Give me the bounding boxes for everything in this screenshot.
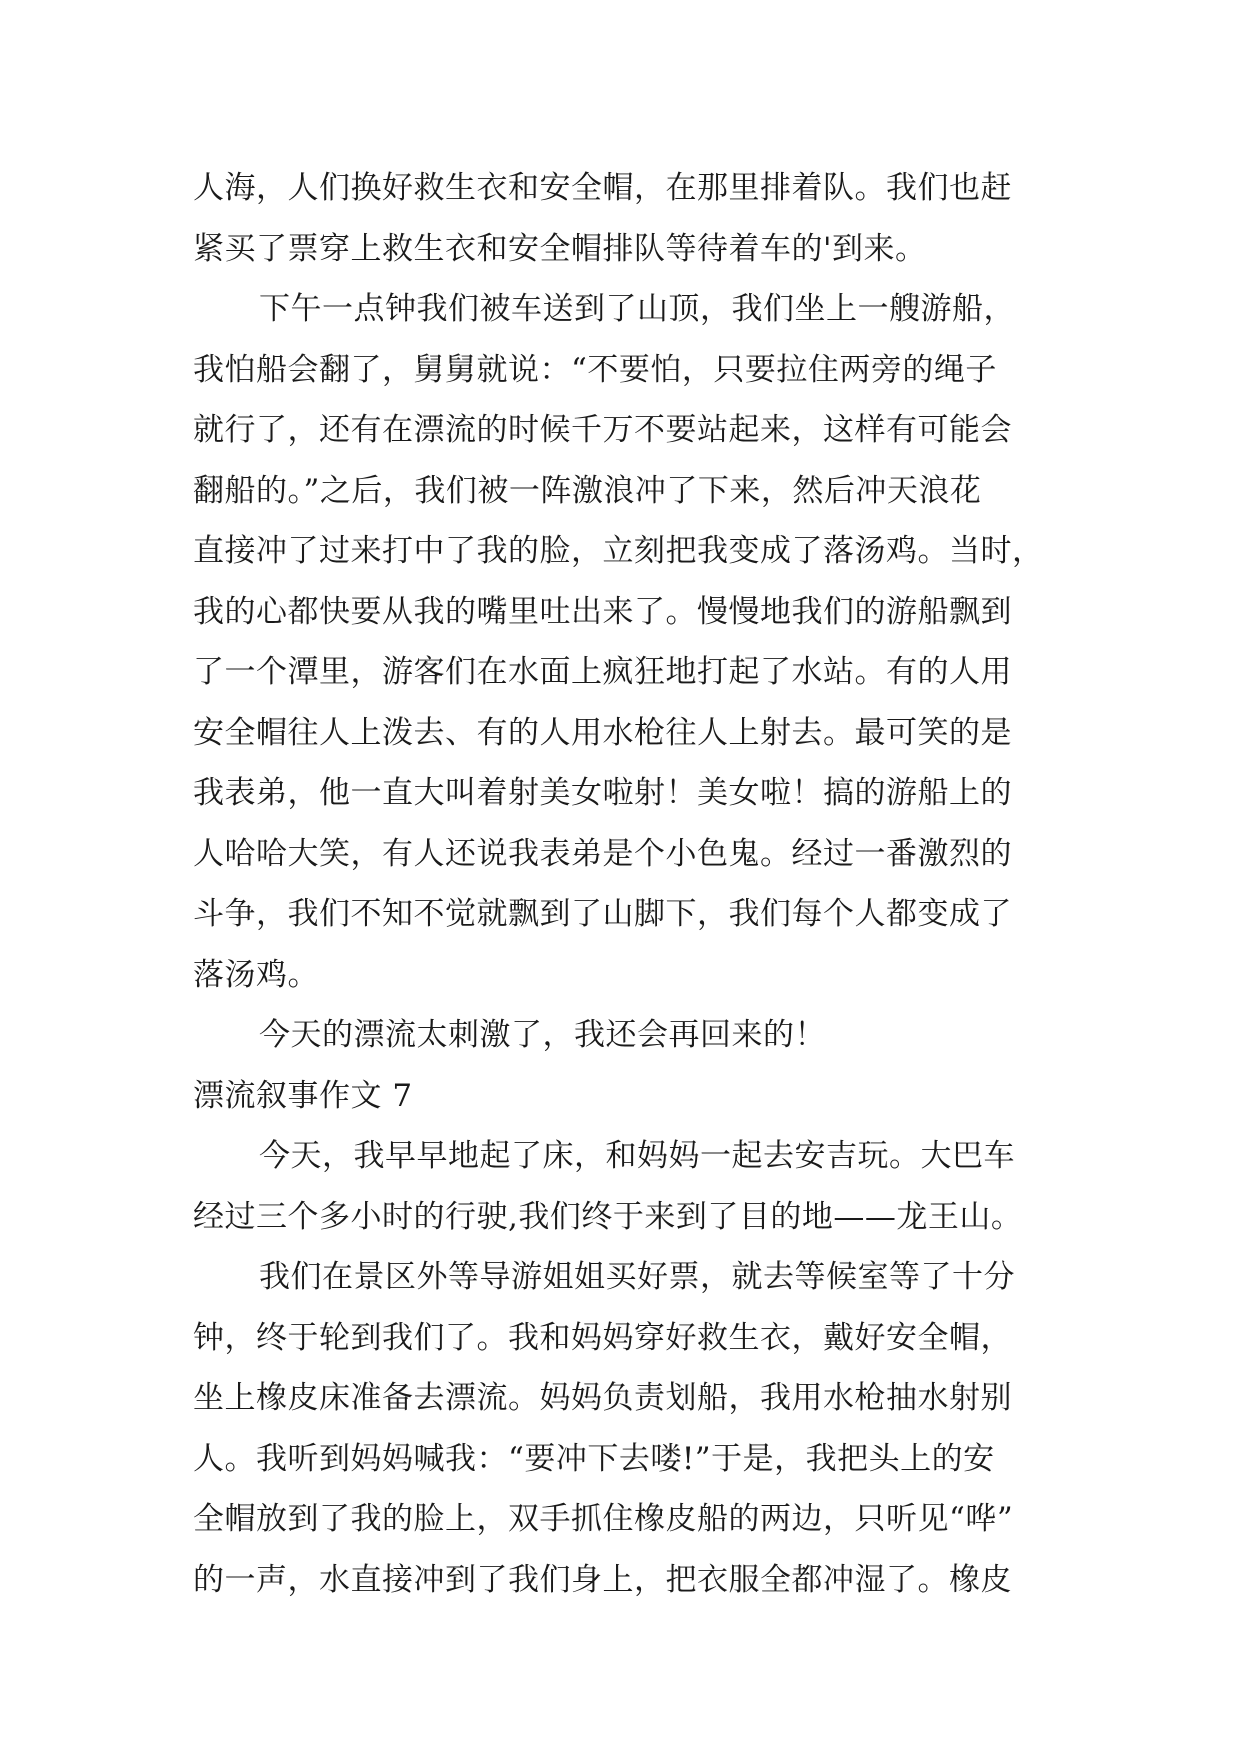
text-line: 斗争，我们不知不觉就飘到了山脚下，我们每个人都变成了 xyxy=(193,896,1012,932)
text-line: 就行了，还有在漂流的时候千万不要站起来，这样有可能会 xyxy=(193,412,1012,448)
text-line: 今天，我早早地起了床，和妈妈一起去安吉玩。大巴车 xyxy=(259,1138,1015,1174)
section-heading: 漂流叙事作文 7 xyxy=(193,1077,413,1114)
text-line: 坐上橡皮床准备去漂流。妈妈负责划船，我用水枪抽水射别 xyxy=(193,1380,1012,1416)
text-line: 钟，终于轮到我们了。我和妈妈穿好救生衣，戴好安全帽， xyxy=(193,1319,1012,1356)
text-line: 经过三个多小时的行驶,我们终于来到了目的地——龙王山。 xyxy=(193,1198,1023,1235)
text-line: 人哈哈大笑，有人还说我表弟是个小色鬼。经过一番激烈的 xyxy=(193,835,1012,872)
text-line: 安全帽往人上泼去、有的人用水枪往人上射去。最可笑的是 xyxy=(193,714,1012,751)
text-line: 我怕船会翻了，舅舅就说：“不要怕，只要拉住两旁的绳子 xyxy=(193,351,997,388)
text-line: 了一个潭里，游客们在水面上疯狂地打起了水站。有的人用 xyxy=(193,654,1012,690)
text-line: 翻船的。”之后，我们被一阵激浪冲了下来，然后冲天浪花 xyxy=(193,472,982,509)
text-line: 的一声，水直接冲到了我们身上，把衣服全都冲湿了。橡皮 xyxy=(193,1561,1012,1598)
text-line: 全帽放到了我的脸上，双手抓住橡皮船的两边，只听见“哗” xyxy=(193,1501,1014,1537)
text-line: 我的心都快要从我的嘴里吐出来了。慢慢地我们的游船飘到 xyxy=(193,593,1012,630)
text-line: 落汤鸡。 xyxy=(193,956,319,993)
text-line: 下午一点钟我们被车送到了山顶，我们坐上一艘游船， xyxy=(259,291,1015,327)
text-line: 人海，人们换好救生衣和安全帽，在那里排着队。我们也赶 xyxy=(193,170,1012,206)
text-line: 人。我听到妈妈喊我：“要冲下去喽!”于是，我把头上的安 xyxy=(193,1440,995,1477)
text-line: 我表弟，他一直大叫着射美女啦射！美女啦！搞的游船上的 xyxy=(193,775,1012,811)
text-line: 我们在景区外等导游姐姐买好票，就去等候室等了十分 xyxy=(259,1259,1015,1295)
text-line: 紧买了票穿上救生衣和安全帽排队等待着车的'到来。 xyxy=(193,230,927,267)
text-line: 今天的漂流太刺激了，我还会再回来的！ xyxy=(259,1017,826,1053)
text-line: 直接冲了过来打中了我的脸，立刻把我变成了落汤鸡。当时， xyxy=(193,533,1044,569)
document-body xyxy=(193,158,1063,1610)
